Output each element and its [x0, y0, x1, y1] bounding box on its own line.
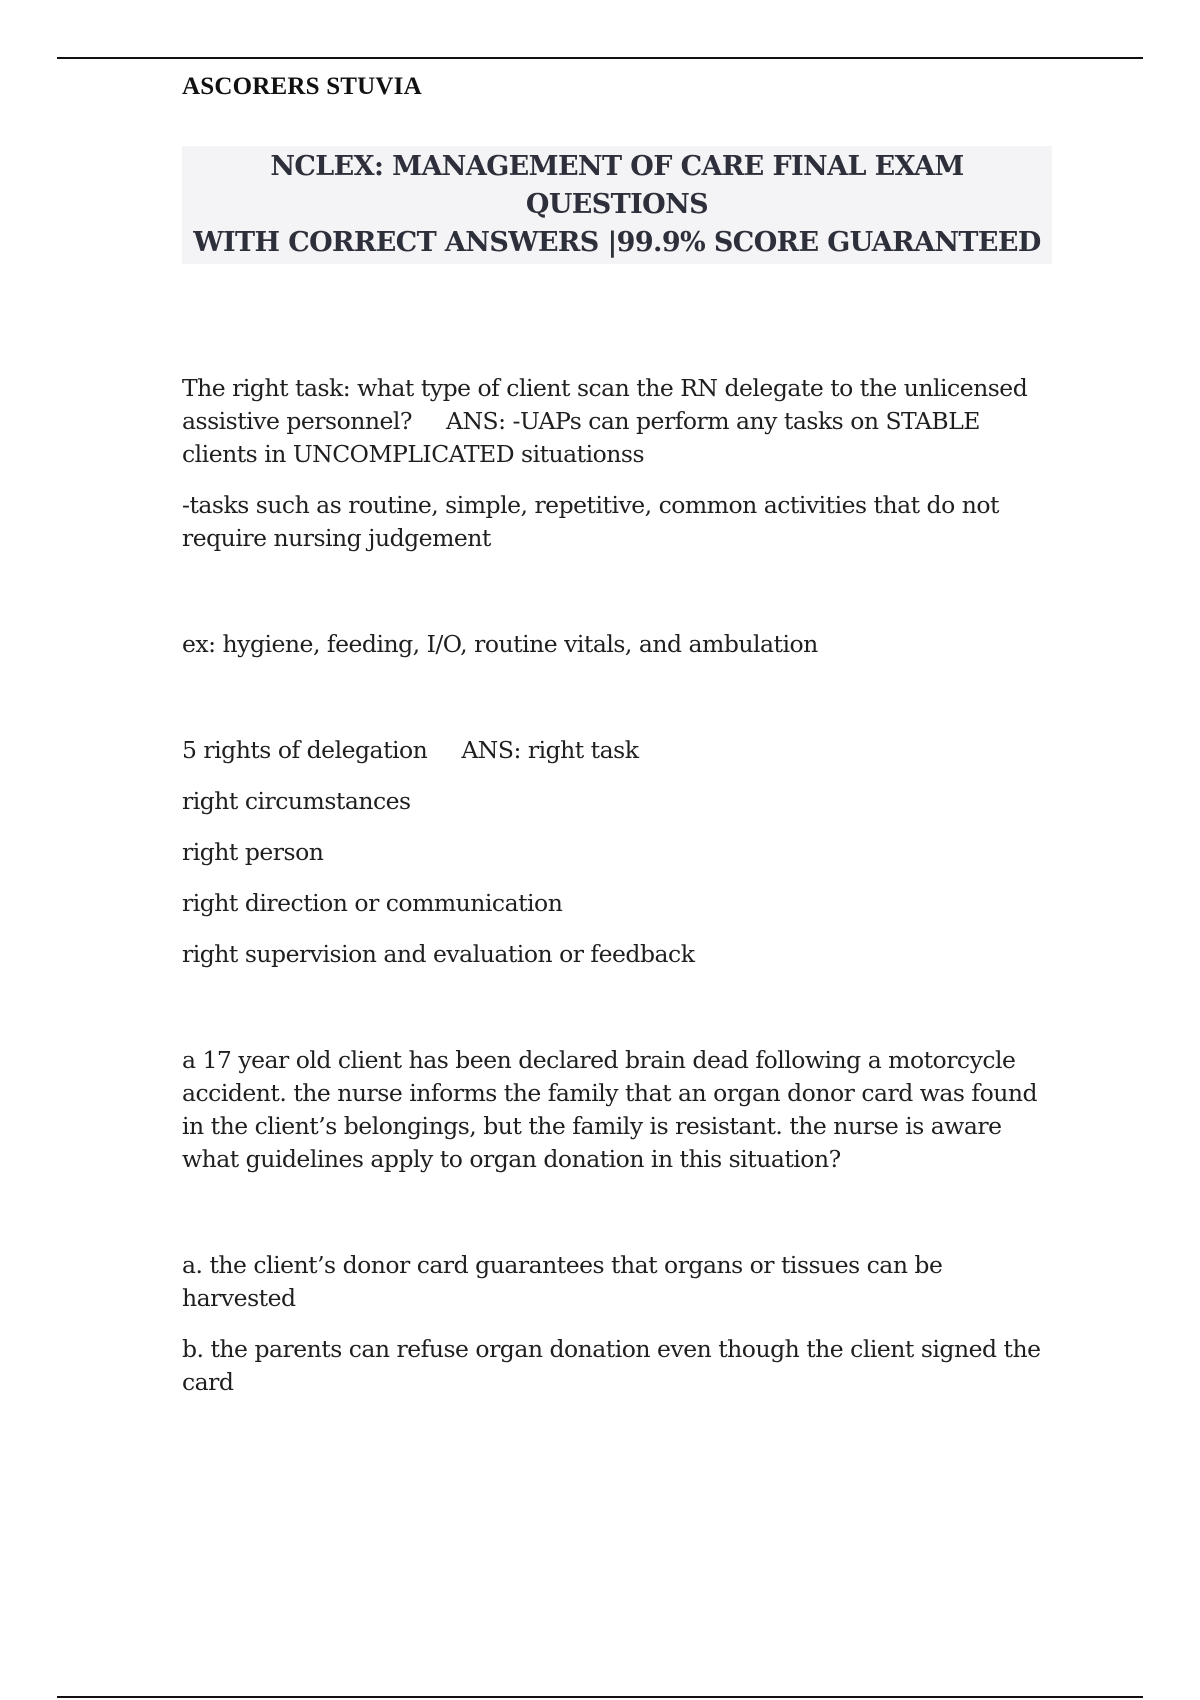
q3-question: a 17 year old client has been declared brain dead following a motorcycle accident. the nurse informs the family that an organ donor card was found in the client’s belongings, but the family is resistant. the nurse is aware what guidelines apply to organ donation in this situation?	[182, 1046, 1038, 1173]
q2-item: right circumstances	[182, 787, 411, 815]
q2-answer: ANS: right task	[461, 736, 639, 764]
q3-option-a: a. the client’s donor card guarantees that organs or tissues can be harvested	[182, 1251, 943, 1312]
q1-question	[182, 372, 1052, 471]
q2-question-text: 5 rights of delegation	[182, 736, 428, 764]
title-line-1: NCLEX: MANAGEMENT OF CARE FINAL EXAM QUESTIONS	[270, 151, 964, 220]
document-page	[182, 72, 1052, 1399]
q1-answer: ANS: -UAPs can perform any tasks on STABLE clients in UNCOMPLICATED situationss	[182, 407, 980, 468]
q1-question-text: The right task: what type of client scan the RN delegate to the unlicensed assistive personnel?	[182, 374, 1028, 435]
title-line-2: WITH CORRECT ANSWERS |99.9% SCORE GUARANTEED	[193, 227, 1041, 258]
q2-item: right supervision and evaluation or feedback	[182, 940, 695, 968]
q1-example: ex: hygiene, feeding, I/O, routine vitals, and ambulation	[182, 630, 818, 658]
q2-item: right direction or communication	[182, 889, 563, 917]
document-title	[182, 146, 1052, 264]
q1-detail: -tasks such as routine, simple, repetitive, common activities that do not require nursing judgement	[182, 491, 999, 552]
q2-item: right person	[182, 838, 324, 866]
q2-question	[182, 734, 1052, 767]
top-rule	[57, 57, 1143, 59]
bottom-rule	[57, 1696, 1143, 1698]
q3-option-b: b. the parents can refuse organ donation even though the client signed the card	[182, 1335, 1041, 1396]
header-brand: ASCORERS STUVIA	[182, 73, 422, 100]
